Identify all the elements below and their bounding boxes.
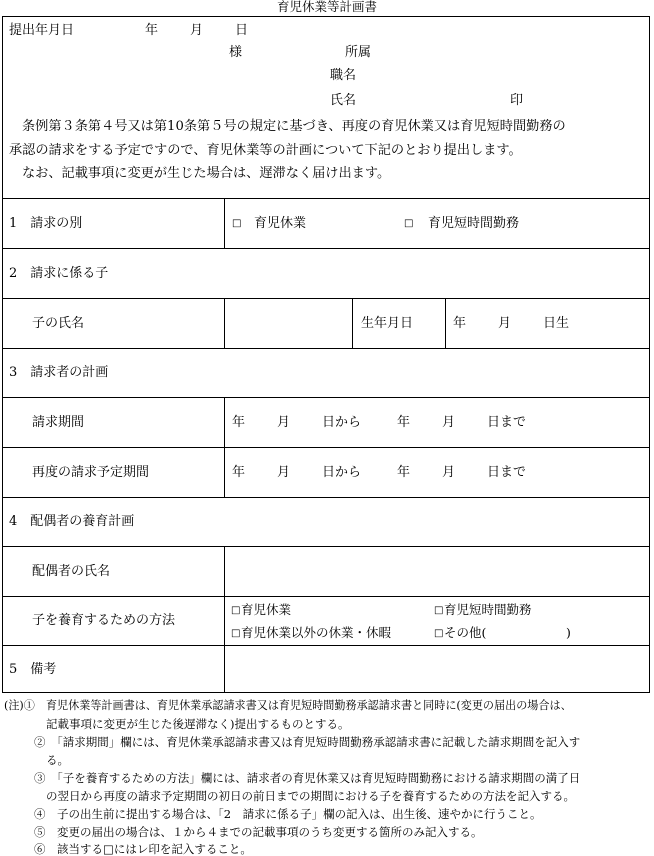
column-divider	[445, 298, 446, 348]
submission-date-label: 提出年月日	[9, 23, 75, 38]
checkbox-method-other[interactable]: □	[434, 628, 444, 639]
remarks-field[interactable]	[226, 647, 648, 691]
period-from-year[interactable]: 年	[232, 415, 246, 430]
note-3-cont: の翌日から再度の請求予定期間の初日の前日までの期間における子を養育するための方法を記入する。	[46, 789, 575, 803]
child-section-label: 2 請求に係る子	[9, 266, 109, 281]
re-period-to-year[interactable]: 年	[397, 465, 411, 480]
note-3: ③ 「子を養育するための方法」欄には、請求者の育児休業又は育児短時間勤務における請求期間の満了日	[34, 771, 581, 785]
row-divider	[2, 497, 650, 498]
re-request-period-label: 再度の請求予定期間	[32, 465, 150, 480]
child-name-label: 子の氏名	[32, 316, 85, 331]
period-from-day[interactable]: 日から	[322, 415, 362, 430]
birth-date-label: 生年月日	[361, 316, 414, 331]
note-6: ⑥ 該当する□にはレ印を記入すること。	[34, 842, 252, 856]
checkbox-method-leave[interactable]: □	[231, 605, 241, 616]
submission-year[interactable]: 年	[145, 23, 159, 38]
request-type-label: 1 請求の別	[9, 216, 83, 231]
position-label: 職名	[330, 68, 357, 83]
body-text-line-2: 承認の請求をする予定ですので、育児休業等の計画について下記のとおり提出します。	[9, 143, 522, 158]
checkbox-method-short-hours[interactable]: □	[434, 605, 444, 616]
method-option-short-hours: 育児短時間勤務	[444, 602, 532, 617]
note-5: ⑤ 変更の届出の場合は、１から４までの記載事項のうち変更する箇所のみ記入する。	[34, 825, 483, 839]
body-text-line-3: なお、記載事項に変更が生じた場合は、遅滞なく届け出ます。	[22, 166, 391, 181]
note-2: ② 「請求期間」欄には、育児休業承認請求書又は育児短時間勤務承認請求書に記載した請求期間を記入す	[34, 735, 581, 749]
re-period-to-day[interactable]: 日まで	[487, 465, 527, 480]
period-to-year[interactable]: 年	[397, 415, 411, 430]
request-period-label: 請求期間	[32, 415, 85, 430]
method-option-other-leave: 育児休業以外の休業・休暇	[241, 625, 392, 640]
re-period-from-year[interactable]: 年	[232, 465, 246, 480]
row-divider	[2, 248, 650, 249]
page-title: 育児休業等計画書	[276, 0, 377, 14]
applicant-name-label: 氏名	[330, 93, 357, 108]
row-divider	[2, 645, 650, 646]
re-period-from-month[interactable]: 月	[277, 465, 291, 480]
birth-year[interactable]: 年	[453, 316, 467, 331]
note-1: (注)① 育児休業等計画書は、育児休業承認請求書又は育児短時間勤務承認請求書と同時に(変更の届出の場合は、	[4, 699, 572, 712]
period-to-day[interactable]: 日まで	[487, 415, 527, 430]
seal-mark: 印	[510, 93, 524, 108]
spouse-plan-label: 4 配偶者の養育計画	[9, 514, 135, 529]
childcare-method-label: 子を養育するための方法	[32, 613, 176, 628]
child-name-field[interactable]	[226, 300, 350, 346]
birth-day[interactable]: 日生	[543, 316, 570, 331]
period-from-month[interactable]: 月	[277, 415, 291, 430]
note-4: ④ 子の出生前に提出する場合は、「2 請求に係る子」欄の記入は、出生後、速やかに行うこと。	[34, 807, 542, 821]
method-other-close: )	[566, 625, 571, 640]
applicant-plan-label: 3 請求者の計画	[9, 365, 109, 380]
option-short-hours: 育児短時間勤務	[428, 216, 520, 231]
spouse-name-label: 配偶者の氏名	[32, 564, 111, 579]
remarks-label: 5 備考	[9, 662, 57, 677]
checkbox-childcare-leave[interactable]: □	[232, 218, 242, 229]
column-divider	[224, 198, 225, 248]
submission-day[interactable]: 日	[235, 23, 249, 38]
row-divider	[2, 397, 650, 398]
submission-month[interactable]: 月	[190, 23, 204, 38]
affiliation-label: 所属	[345, 45, 372, 60]
birth-month[interactable]: 月	[498, 316, 512, 331]
method-option-leave: 育児休業	[241, 602, 292, 617]
column-divider	[224, 397, 225, 497]
column-divider	[224, 546, 225, 693]
re-period-from-day[interactable]: 日から	[322, 465, 362, 480]
row-divider	[2, 596, 650, 597]
row-divider	[2, 546, 650, 547]
spouse-name-field[interactable]	[226, 548, 648, 594]
column-divider	[224, 298, 225, 348]
note-1-cont: 記載事項に変更が生じた後遅滞なく)提出するものとする。	[46, 717, 350, 731]
row-divider	[2, 298, 650, 299]
checkbox-short-hours[interactable]: □	[404, 218, 414, 229]
column-divider	[352, 298, 353, 348]
row-divider	[2, 198, 650, 199]
period-to-month[interactable]: 月	[442, 415, 456, 430]
row-divider	[2, 447, 650, 448]
re-period-to-month[interactable]: 月	[442, 465, 456, 480]
method-option-other: その他(	[444, 625, 487, 640]
checkbox-method-other-leave[interactable]: □	[231, 628, 241, 639]
body-text-line-1: 条例第３条第４号又は第10条第５号の規定に基づき、再度の育児休業又は育児短時間勤務の	[22, 119, 566, 134]
option-childcare-leave: 育児休業	[254, 216, 307, 231]
note-2-cont: る。	[46, 753, 69, 767]
row-divider	[2, 348, 650, 349]
addressee-suffix: 様	[229, 45, 243, 60]
